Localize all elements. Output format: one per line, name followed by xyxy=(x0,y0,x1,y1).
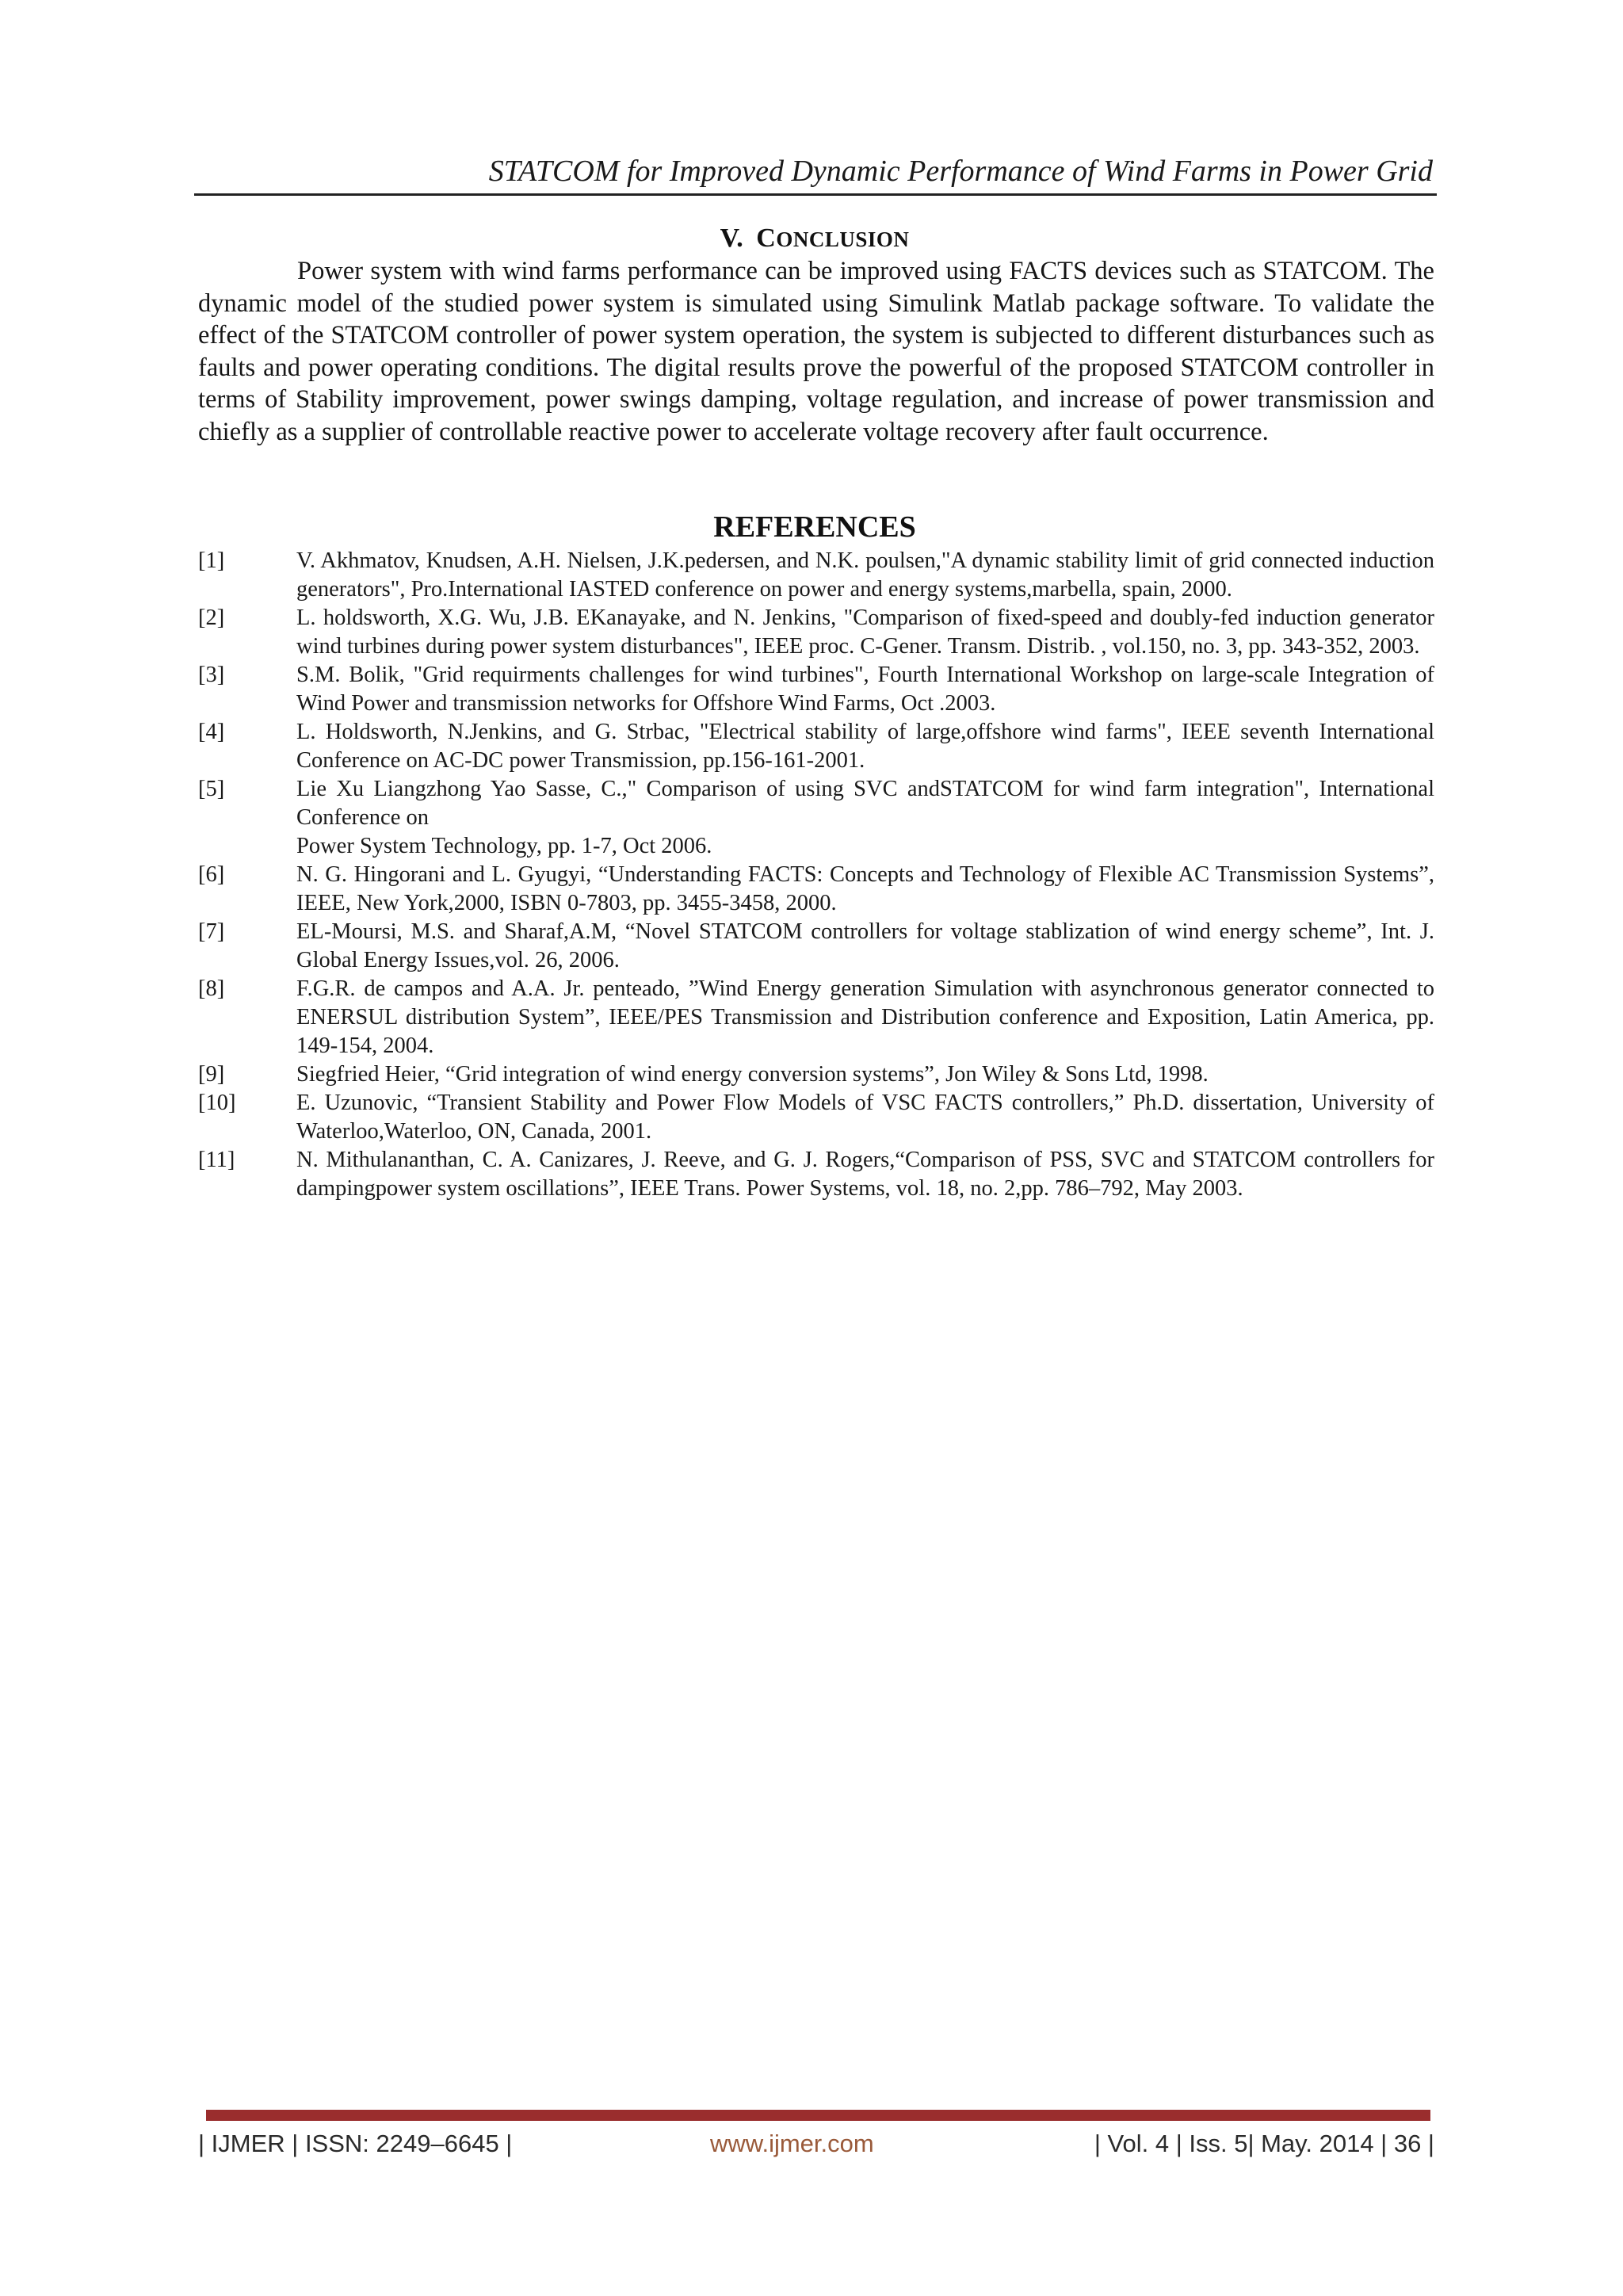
conclusion-heading xyxy=(197,220,1433,258)
section-title-rest: ONCLUSION xyxy=(776,227,910,251)
reference-text: S.M. Bolik, "Grid requirments challenges for wind turbines", Fourth International Workshop on large-scale Integration of Wind Power and transmission networks for Offshore Wind Farms, Oct .2003. xyxy=(296,663,1434,716)
reference-text: Siegfried Heier, “Grid integration of wind energy conversion systems”, Jon Wiley & Sons Ltd, 1998. xyxy=(296,1062,1209,1087)
reference-text: EL-Moursi, M.S. and Sharaf,A.M, “Novel STATCOM controllers for voltage stablization of wind energy scheme”, Int. J. Global Energy Issues,vol. 26, 2006. xyxy=(296,919,1434,972)
conclusion-paragraph: Power system with wind farms performance can be improved using FACTS devices such as STATCOM. The dynamic model of the studied power system is simulated using Simulink Matlab package software. To validate the effect of the STATCOM controller of power system operation, the system is subjected to different disturbances such as faults and power operating conditions. The digital results prove the powerful of the proposed STATCOM controller in terms of Stability improvement, power swings damping, voltage regulation, and increase of power transmission and chiefly as a supplier of controllable reactive power to accelerate voltage recovery after fault occurrence. xyxy=(198,257,1434,446)
reference-number: [3] xyxy=(198,663,225,687)
reference-text: Lie Xu Liangzhong Yao Sasse, C.," Comparison of using SVC andSTATCOM for wind farm integration", International Conference on Power System Technology, pp. 1-7, Oct 2006. xyxy=(296,777,1434,858)
section-title-initial: C xyxy=(756,223,777,253)
footer-journal-info: | IJMER | ISSN: 2249–6645 | xyxy=(198,2130,513,2157)
reference-number: [2] xyxy=(198,606,225,630)
reference-item xyxy=(198,861,1434,918)
reference-number: [7] xyxy=(198,919,225,944)
reference-item xyxy=(198,975,1434,1060)
references-heading: REFERENCES xyxy=(713,510,916,544)
reference-number: [10] xyxy=(198,1091,236,1115)
running-head: STATCOM for Improved Dynamic Performance of Wind Farms in Power Grid xyxy=(488,155,1433,188)
reference-item xyxy=(198,1146,1434,1203)
reference-number: [5] xyxy=(198,777,225,801)
footer-issue-info: | Vol. 4 | Iss. 5| May. 2014 | 36 | xyxy=(1094,2130,1434,2157)
reference-item xyxy=(198,775,1434,861)
reference-item xyxy=(198,918,1434,975)
reference-number: [9] xyxy=(198,1062,225,1087)
reference-item xyxy=(198,604,1434,661)
reference-number: [4] xyxy=(198,720,225,744)
reference-text: F.G.R. de campos and A.A. Jr. penteado, ”Wind Energy generation Simulation with asynchronous generator connected to ENERSUL distribution System”, IEEE/PES Transmission and Distribution conference and Exposition, Latin America, pp. 149-154, 2004. xyxy=(296,976,1434,1058)
reference-text: N. G. Hingorani and L. Gyugyi, “Understanding FACTS: Concepts and Technology of Flexible AC Transmission Systems”, IEEE, New York,2000, ISBN 0-7803, pp. 3455-3458, 2000. xyxy=(296,862,1434,915)
reference-number: [6] xyxy=(198,862,225,887)
reference-text: V. Akhmatov, Knudsen, A.H. Nielsen, J.K.pedersen, and N.K. poulsen,"A dynamic stability limit of grid connected induction generators", Pro.International IASTED conference on power and energy systems,marbella, spain, 2000. xyxy=(296,548,1434,602)
reference-text: N. Mithulananthan, C. A. Canizares, J. Reeve, and G. J. Rogers,“Comparison of PSS, SVC and STATCOM controllers for dampingpower system oscillations”, IEEE Trans. Power Systems, vol. 18, no. 2,pp. 786–792, May 2003. xyxy=(296,1148,1434,1201)
reference-item xyxy=(198,547,1434,604)
reference-list xyxy=(198,547,1434,1203)
footer-bar xyxy=(206,2110,1430,2121)
footer-website-link[interactable]: www.ijmer.com xyxy=(710,2130,874,2157)
reference-text: L. Holdsworth, N.Jenkins, and G. Strbac, "Electrical stability of large,offshore wind farms", IEEE seventh International Conference on AC-DC power Transmission, pp.156-161-2001. xyxy=(296,720,1434,773)
reference-text: L. holdsworth, X.G. Wu, J.B. EKanayake, and N. Jenkins, "Comparison of fixed-speed and doubly-fed induction generator wind turbines during power system disturbances", IEEE proc. C-Gener. Transm. Distrib. , vol.150, no. 3, pp. 343-352, 2003. xyxy=(296,606,1434,659)
reference-item xyxy=(198,1089,1434,1146)
reference-item xyxy=(198,661,1434,718)
reference-text: E. Uzunovic, “Transient Stability and Power Flow Models of VSC FACTS controllers,” Ph.D. dissertation, University of Waterloo,Waterloo, ON, Canada, 2001. xyxy=(296,1091,1434,1144)
reference-item xyxy=(198,718,1434,775)
reference-number: [8] xyxy=(198,976,225,1001)
reference-item xyxy=(198,1060,1434,1089)
reference-number: [11] xyxy=(198,1148,235,1172)
reference-number: [1] xyxy=(198,548,225,573)
section-number: V. xyxy=(720,223,744,253)
header-rule xyxy=(194,193,1437,196)
